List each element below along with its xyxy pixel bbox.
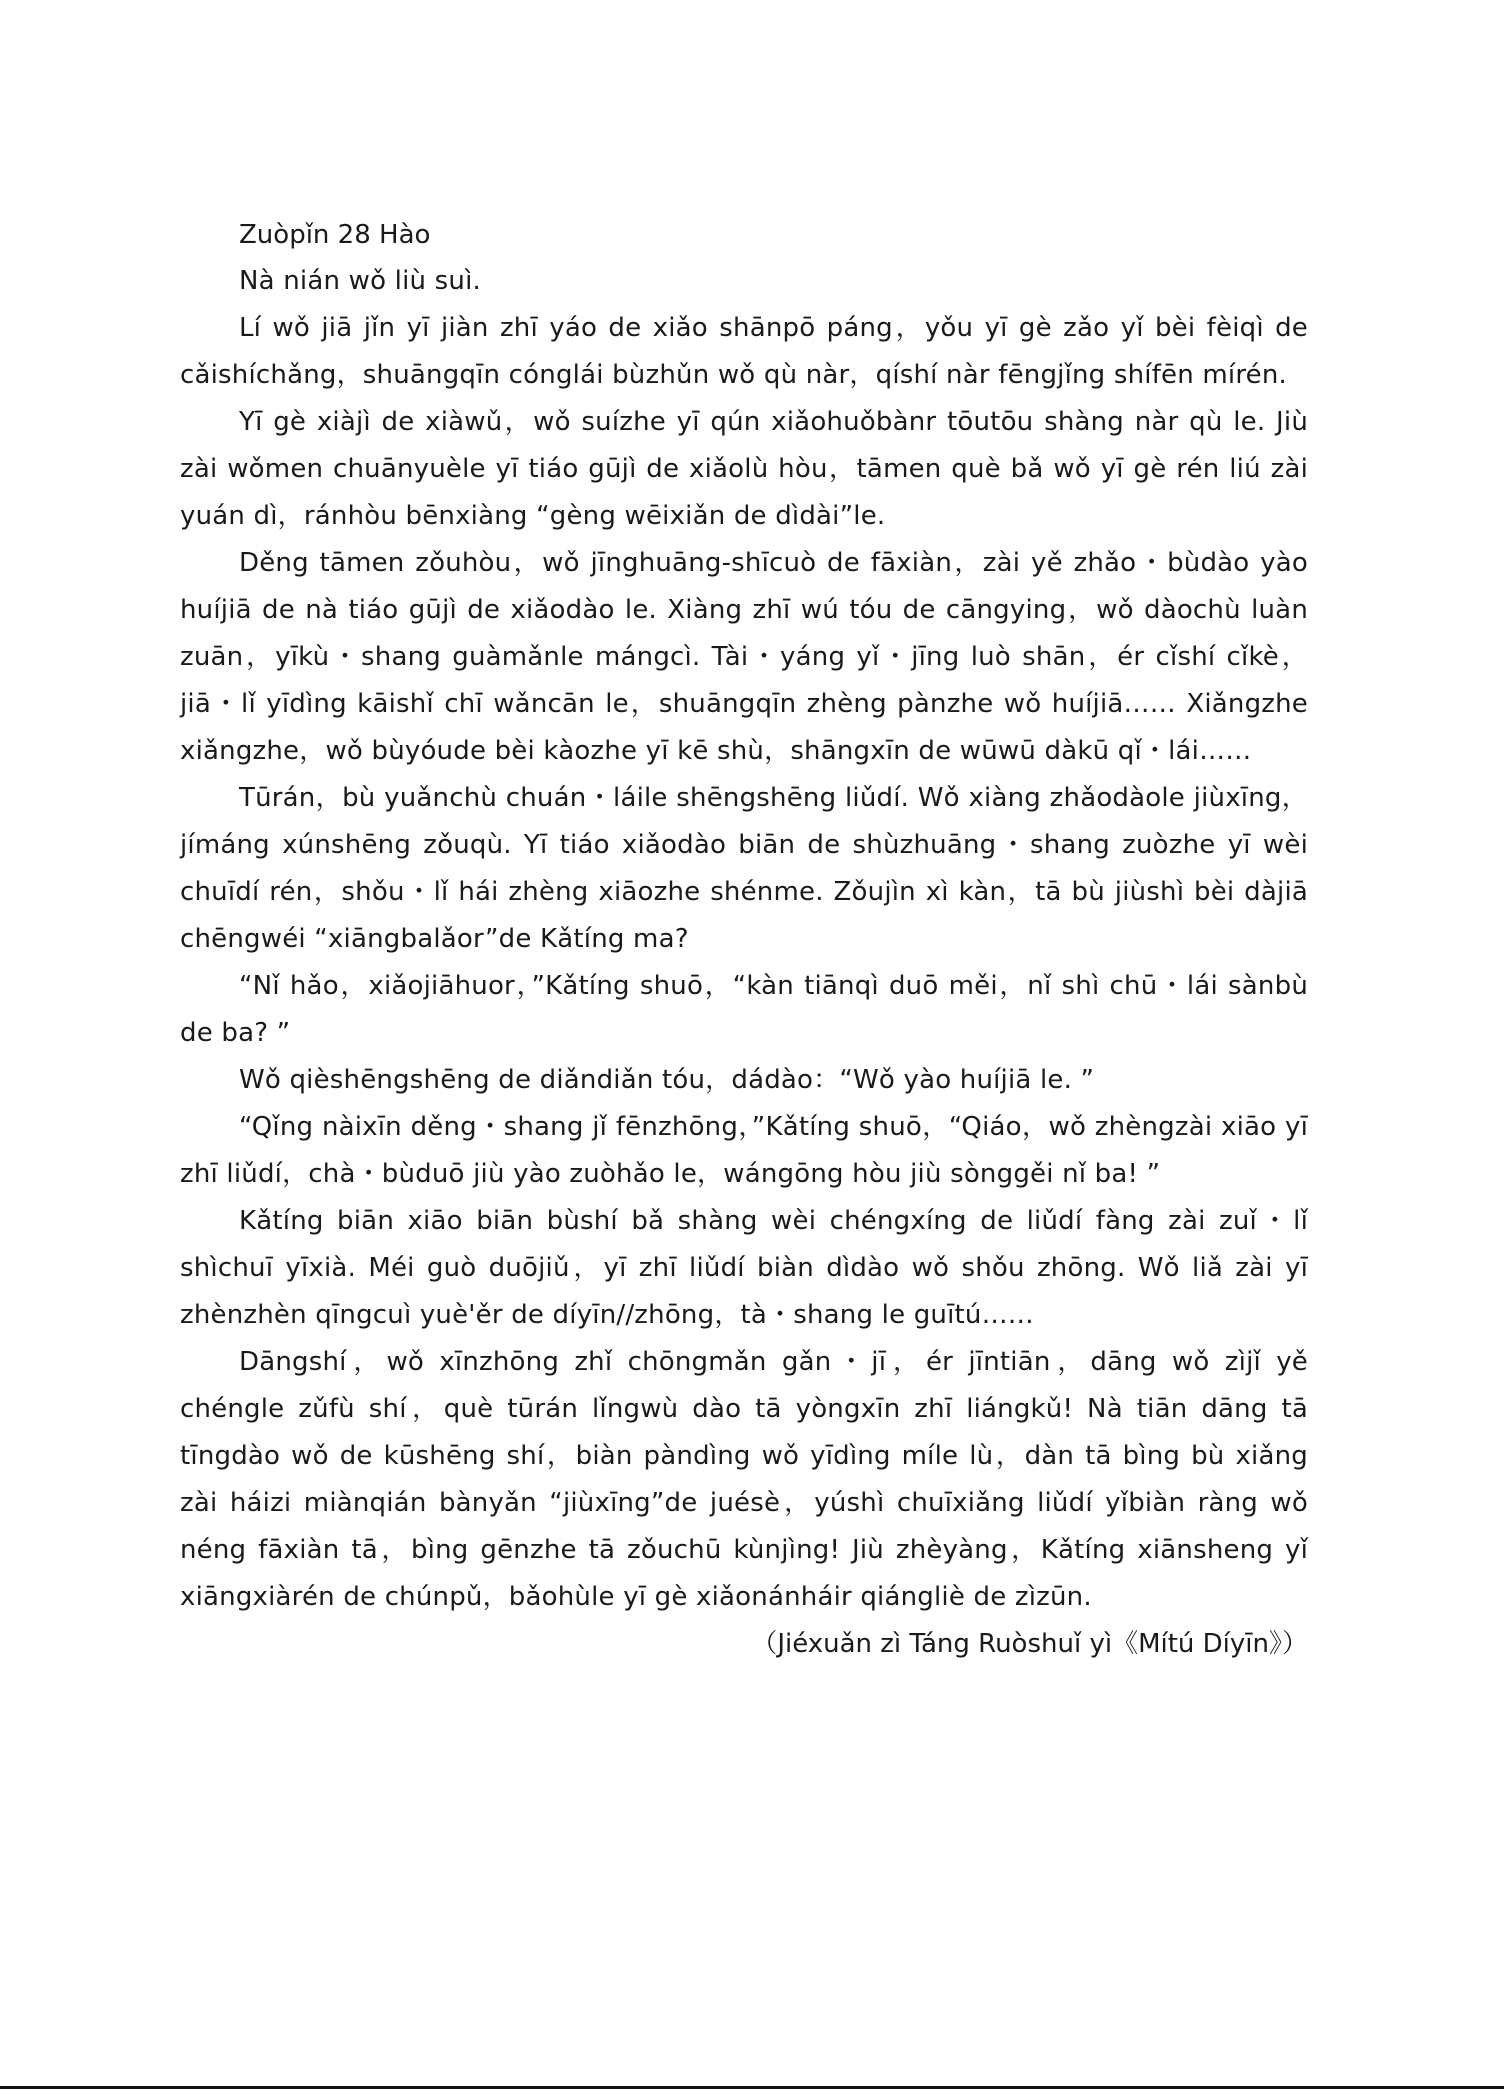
text-block: [180, 212, 1308, 1668]
bottom-divider: [0, 2086, 1504, 2089]
paragraph-1: Nà nián wǒ liù suì.: [239, 266, 481, 296]
source-attribution: （Jiéxuǎn zì Táng Ruòshuǐ yì《Mítú Díyīn》）: [751, 1629, 1308, 1659]
work-title: Zuòpǐn 28 Hào: [239, 220, 431, 250]
paragraph-8: “Qǐng nàixīn děng・shang jǐ fēnzhōng，”Kǎtíng shuō，“Qiáo，wǒ zhèngzài xiāo yī zhī liǔdí，chà・bùduō jiù yào zuòhǎo le，wángōng hòu jiù sònggěi nǐ ba! ”: [180, 1112, 1308, 1189]
paragraph-5: Tūrán，bù yuǎnchù chuán・láile shēngshēng liǔdí. Wǒ xiàng zhǎodàole jiùxīng，jímáng xúnshēng zǒuqù. Yī tiáo xiǎodào biān de shùzhuāng・shang zuòzhe yī wèi chuīdí rén，shǒu・lǐ hái zhèng xiāozhe shénme. Zǒujìn xì kàn，tā bù jiùshì bèi dàjiā chēngwéi “xiāngbalǎor”de Kǎtíng ma?: [180, 783, 1308, 954]
paragraph-9: Kǎtíng biān xiāo biān bùshí bǎ shàng wèi chéngxíng de liǔdí fàng zài zuǐ・lǐ shìchuī yīxià. Méi guò duōjiǔ，yī zhī liǔdí biàn dìdào wǒ shǒu zhōng. Wǒ liǎ zài yī zhènzhèn qīngcuì yuè'ěr de díyīn//zhōng，tà・shang le guītú……: [180, 1206, 1308, 1330]
paragraph-6: “Nǐ hǎo，xiǎojiāhuor，”Kǎtíng shuō，“kàn tiānqì duō měi，nǐ shì chū・lái sànbù de ba? ”: [180, 971, 1308, 1048]
paragraph-10: Dāngshí，wǒ xīnzhōng zhǐ chōngmǎn gǎn・jī，ér jīntiān，dāng wǒ zìjǐ yě chéngle zǔfù shí，què tūrán lǐngwù dào tā yòngxīn zhī liángkǔ! Nà tiān dāng tā tīngdào wǒ de kūshēng shí，biàn pàndìng wǒ yīdìng míle lù，dàn tā bìng bù xiǎng zài háizi miànqián bànyǎn “jiùxīng”de juésè，yúshì chuīxiǎng liǔdí yǐbiàn ràng wǒ néng fāxiàn tā，bìng gēnzhe tā zǒuchū kùnjìng! Jiù zhèyàng，Kǎtíng xiānsheng yǐ xiāngxiàrén de chúnpǔ，bǎohùle yī gè xiǎonánháir qiángliè de zìzūn.: [180, 1347, 1308, 1612]
paragraph-2: Lí wǒ jiā jǐn yī jiàn zhī yáo de xiǎo shānpō páng，yǒu yī gè zǎo yǐ bèi fèiqì de cǎishíchǎng，shuāngqīn cónglái bùzhǔn wǒ qù nàr，qíshí nàr fēngjǐng shífēn mírén.: [180, 313, 1308, 390]
paragraph-3: Yī gè xiàjì de xiàwǔ，wǒ suízhe yī qún xiǎohuǒbànr tōutōu shàng nàr qù le. Jiù zài wǒmen chuānyuèle yī tiáo gūjì de xiǎolù hòu，tāmen què bǎ wǒ yī gè rén liú zài yuán dì，ránhòu bēnxiàng “gèng wēixiǎn de dìdài”le.: [180, 407, 1308, 531]
paragraph-7: Wǒ qièshēngshēng de diǎndiǎn tóu，dádào：“Wǒ yào huíjiā le. ”: [239, 1065, 1095, 1095]
paragraph-4: Děng tāmen zǒuhòu，wǒ jīnghuāng-shīcuò de fāxiàn，zài yě zhǎo・bùdào yào huíjiā de nà tiáo gūjì de xiǎodào le. Xiàng zhī wú tóu de cāngying，wǒ dàochù luàn zuān，yīkù・shang guàmǎnle mángcì. Tài・yáng yǐ・jīng luò shān，ér cǐshí cǐkè，jiā・lǐ yīdìng kāishǐ chī wǎncān le，shuāngqīn zhèng pànzhe wǒ huíjiā…… Xiǎngzhe xiǎngzhe，wǒ bùyóude bèi kàozhe yī kē shù，shāngxīn de wūwū dàkū qǐ・lái……: [180, 548, 1308, 766]
